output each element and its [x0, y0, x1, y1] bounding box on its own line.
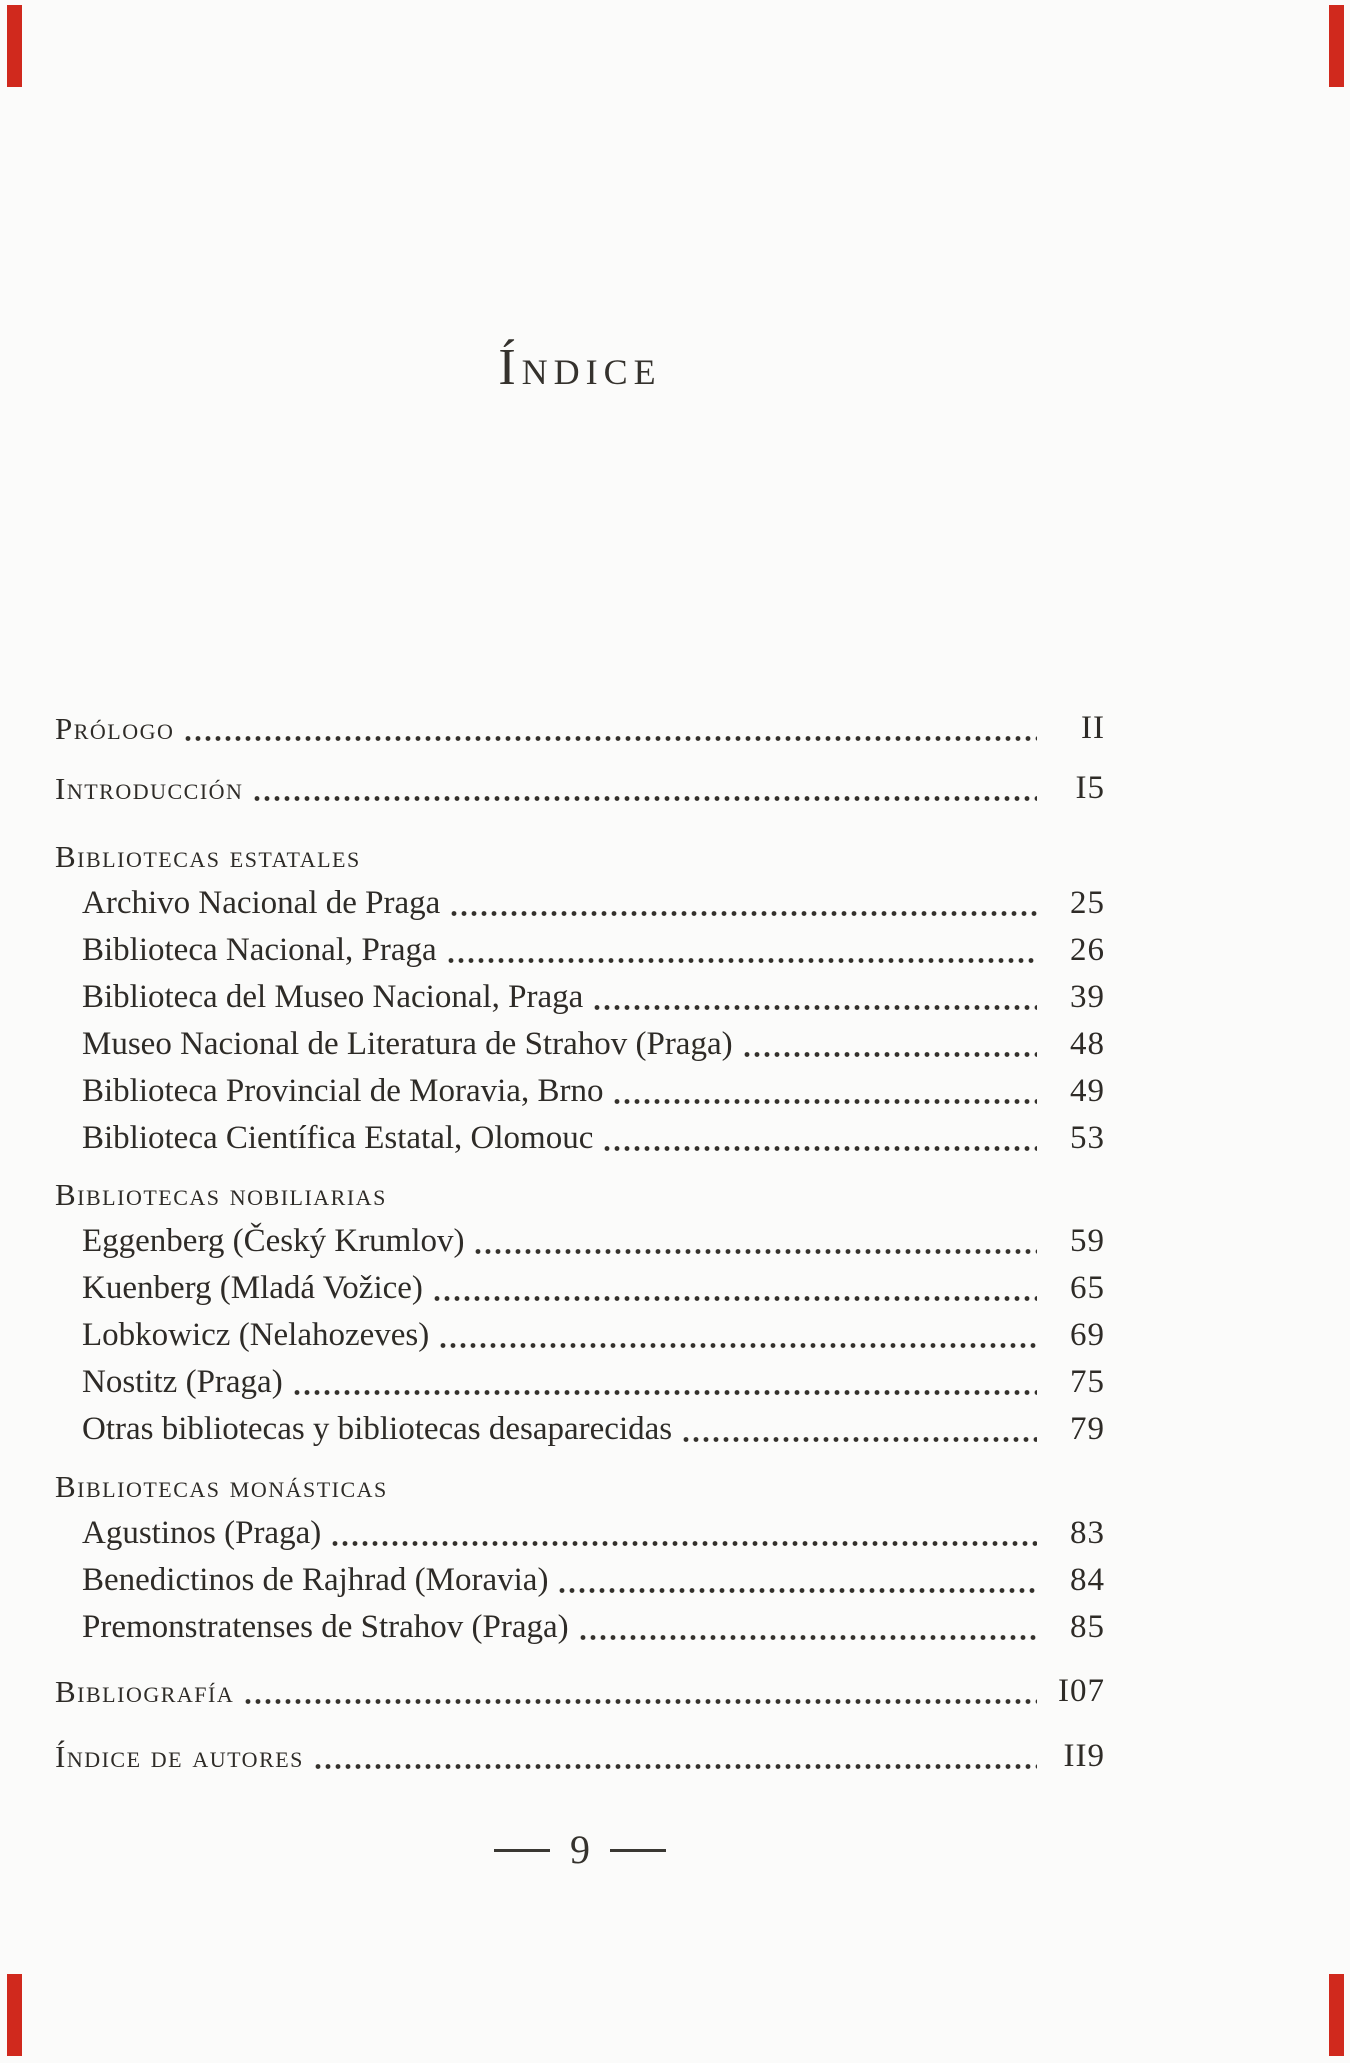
toc-entry-page: 48	[1070, 1026, 1105, 1062]
dot-leader	[243, 1699, 1037, 1704]
toc-entry-label: Otras bibliotecas y bibliotecas desaparecidas	[82, 1411, 673, 1447]
folio-dash-right	[610, 1849, 666, 1852]
dot-leader	[592, 1005, 1037, 1010]
section-heading-nobiliarias: Bibliotecas nobiliarias	[55, 1177, 387, 1212]
toc-entry-label: Premonstratenses de Strahov (Praga)	[82, 1609, 569, 1645]
toc-entry-label: Kuenberg (Mladá Vožice)	[82, 1270, 423, 1306]
toc-entry-page: 65	[1070, 1270, 1105, 1306]
red-corner-mark-top-left	[7, 5, 22, 87]
toc-entry-page: II	[1081, 710, 1105, 746]
dot-leader	[330, 1541, 1037, 1546]
toc-entry	[82, 1312, 1105, 1359]
toc-entry-page: 84	[1070, 1562, 1105, 1598]
toc-entry-label: Agustinos (Praga)	[82, 1515, 322, 1551]
toc-entry	[82, 1265, 1105, 1312]
section-heading-estatales: Bibliotecas estatales	[55, 839, 361, 874]
toc-entry	[82, 1359, 1105, 1406]
toc-entry-page: 83	[1070, 1515, 1105, 1551]
page-folio	[55, 1824, 1105, 1876]
dot-leader	[252, 796, 1037, 801]
toc-entry-label: Biblioteca Provincial de Moravia, Brno	[82, 1073, 604, 1109]
page-title: Índice	[498, 339, 662, 396]
toc-entry	[82, 1068, 1105, 1115]
red-corner-mark-bottom-right	[1329, 1974, 1344, 2056]
toc-entry	[82, 880, 1105, 927]
toc-entry-label: Índice de autores	[55, 1739, 304, 1774]
dot-leader	[602, 1146, 1037, 1151]
toc-entry	[82, 1218, 1105, 1265]
toc-entry-page: I07	[1058, 1673, 1105, 1709]
toc-entry-introduccion	[55, 765, 1105, 812]
toc-entry-page: 49	[1070, 1073, 1105, 1109]
dot-leader	[438, 1343, 1037, 1348]
dot-leader	[578, 1635, 1037, 1640]
dot-leader	[473, 1249, 1037, 1254]
toc-entry	[82, 1021, 1105, 1068]
toc-entry-label: Introducción	[55, 771, 244, 806]
dot-leader	[612, 1099, 1037, 1104]
section-heading-monasticas: Bibliotecas monásticas	[55, 1469, 388, 1504]
toc-entry-page: 79	[1070, 1411, 1105, 1447]
toc-entry-page: I5	[1075, 770, 1105, 806]
dot-leader	[742, 1052, 1037, 1057]
folio-dash-left	[494, 1849, 550, 1852]
red-corner-mark-top-right	[1329, 5, 1344, 87]
dot-leader	[292, 1390, 1037, 1395]
dot-leader	[183, 736, 1037, 741]
folio-number: 9	[570, 1827, 590, 1872]
red-corner-mark-bottom-left	[7, 1974, 22, 2056]
toc-entry-prologo	[55, 705, 1105, 752]
dot-leader	[446, 958, 1037, 963]
toc-entry-label: Prólogo	[55, 711, 175, 746]
toc-entry-page: 53	[1070, 1120, 1105, 1156]
toc-entry-page: 39	[1070, 979, 1105, 1015]
toc-entry-label: Benedictinos de Rajhrad (Moravia)	[82, 1562, 549, 1598]
dot-leader	[432, 1296, 1037, 1301]
toc-entry-label: Lobkowicz (Nelahozeves)	[82, 1317, 430, 1353]
toc-entry	[82, 1406, 1105, 1453]
toc-entry	[82, 974, 1105, 1021]
toc-entry-label: Museo Nacional de Literatura de Strahov (Praga)	[82, 1026, 733, 1062]
toc-entry-label: Eggenberg (Český Krumlov)	[82, 1223, 465, 1259]
toc-entry-page: 69	[1070, 1317, 1105, 1353]
toc-entry-label: Nostitz (Praga)	[82, 1364, 283, 1400]
dot-leader	[313, 1764, 1037, 1769]
toc-entry-bibliografia	[55, 1668, 1105, 1715]
toc-entry-page: 75	[1070, 1364, 1105, 1400]
toc-entry-label: Biblioteca Nacional, Praga	[82, 932, 437, 968]
toc-entry	[82, 1510, 1105, 1557]
toc-entry	[82, 1557, 1105, 1604]
dot-leader	[449, 911, 1037, 916]
toc-entry-page: II9	[1063, 1738, 1105, 1774]
toc-entry-indice-autores	[55, 1733, 1105, 1780]
toc-entry-label: Archivo Nacional de Praga	[82, 885, 441, 921]
toc-entry	[82, 927, 1105, 974]
toc-entry-page: 26	[1070, 932, 1105, 968]
toc-entry-label: Biblioteca Científica Estatal, Olomouc	[82, 1120, 594, 1156]
toc-entry-page: 85	[1070, 1609, 1105, 1645]
toc-entry	[82, 1604, 1105, 1651]
toc-entry	[82, 1115, 1105, 1162]
toc-entry-label: Biblioteca del Museo Nacional, Praga	[82, 979, 584, 1015]
dot-leader	[557, 1588, 1037, 1593]
toc-entry-page: 25	[1070, 885, 1105, 921]
toc-entry-page: 59	[1070, 1223, 1105, 1259]
toc-entry-label: Bibliografía	[55, 1674, 235, 1709]
dot-leader	[681, 1437, 1037, 1442]
toc-page	[55, 0, 1105, 1876]
